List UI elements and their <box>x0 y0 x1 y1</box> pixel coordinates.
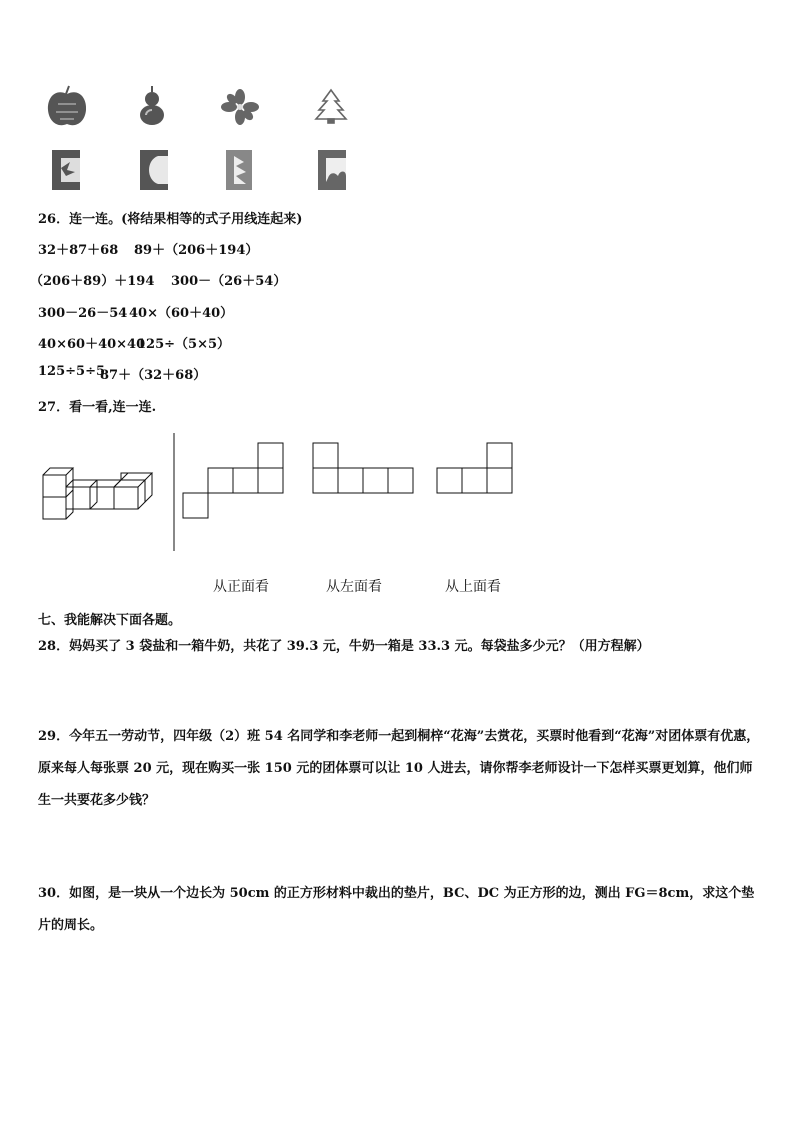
view-figure-a <box>183 443 283 518</box>
q26-left-expr-4: 40×60＋40×40 <box>38 337 146 352</box>
tree-icon <box>316 90 346 123</box>
q28-text: 28．妈妈买了 3 袋盐和一箱牛奶，共花了 39.3 元，牛奶一箱是 33.3 元。每袋盐多少元？（用方程解） <box>38 639 650 654</box>
shape-c-moon <box>140 150 168 190</box>
gourd-icon <box>140 86 164 125</box>
view-label-front: 从正面看 <box>213 579 269 595</box>
q26-left-expr-2: （206＋89）＋194 <box>30 274 155 289</box>
view-figure-b <box>313 443 413 493</box>
q26-right-expr-4: 125÷（5×5） <box>137 337 231 352</box>
q30-text: 30．如图，是一块从一个边长为 50cm 的正方形材料中裁出的垫片，BC、DC 为正方形的边，测出 FG＝8cm，求这个垫片的周长。 <box>38 886 755 933</box>
cube-solid-figure <box>43 468 152 519</box>
q26-right-expr-5: 87＋（32＋68） <box>100 368 207 383</box>
paper-cut-pictures <box>0 0 794 200</box>
view-label-top: 从上面看 <box>445 579 501 595</box>
q26-right-expr-3: 40×（60＋40） <box>129 306 234 321</box>
section-7-title: 七、我能解决下面各题。 <box>38 613 182 628</box>
q26-left-expr-1: 32＋87＋68 <box>38 243 119 258</box>
q26-left-expr-5: 125÷5÷5 <box>38 364 106 379</box>
shape-e-flower <box>318 150 346 190</box>
view-figure-c <box>437 443 512 493</box>
q26-right-expr-2: 300－（26＋54） <box>171 274 287 289</box>
q26-title: 26．连一连。(将结果相等的式子用线连起来) <box>38 212 303 227</box>
q27-figures <box>0 425 794 565</box>
shape-e-left <box>52 150 80 190</box>
apple-icon <box>48 86 86 125</box>
view-label-left: 从左面看 <box>326 579 382 595</box>
shape-e-tree <box>226 150 252 190</box>
q26-right-expr-1: 89＋（206＋194） <box>134 243 259 258</box>
q26-left-expr-3: 300－26－54 <box>38 306 128 321</box>
q27-title: 27．看一看,连一连. <box>38 400 157 415</box>
q29-text: 29．今年五一劳动节，四年级（2）班 54 名同学和李老师一起到桐梓“花海”去赏花，买票时他看到“花海”对团体票有优惠，原来每人每张票 20 元，现在购买一张 150 元的团体票可以让 10 人进去，请你帮李老师设计一下怎样买票更划算，他们师生一共要花多少钱？ <box>38 729 760 808</box>
flower-icon <box>221 89 259 125</box>
